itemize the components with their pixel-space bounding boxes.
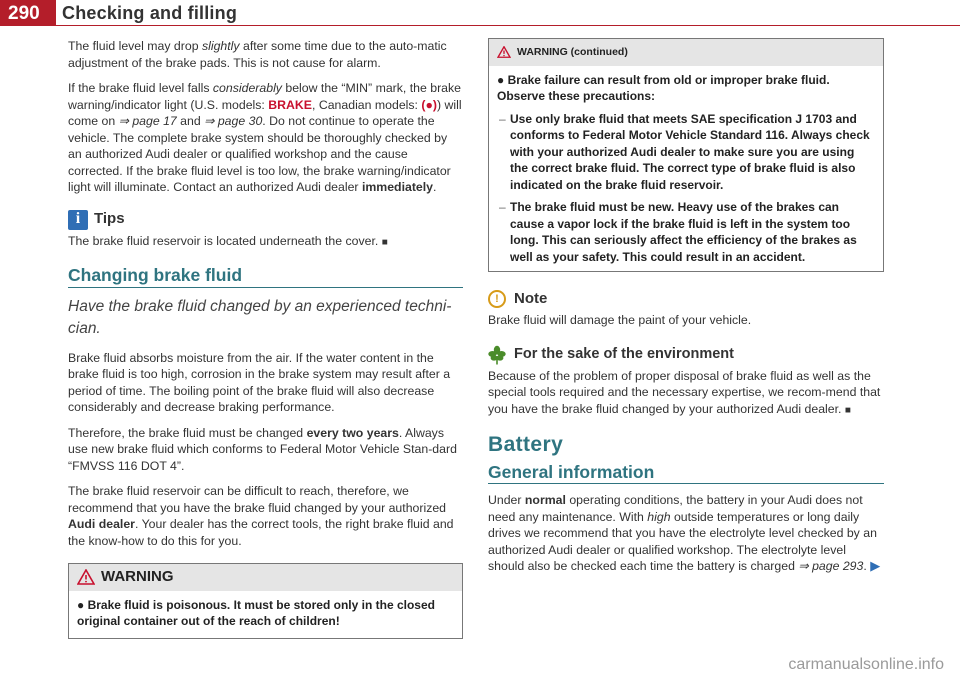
right-column [488,38,884,584]
note-text: Brake fluid will damage the paint of your vehicle. [488,313,752,327]
paragraph-moisture: Brake fluid absorbs moisture from the air. If the water content in the brake fluid is too high, corrosion in the brake system may result after a period of time. The boiling point of the brake fluid will also decrease considerably and decrease braking performance. [68,350,451,414]
subsection-title-general-information: General information [488,464,884,485]
warning-continued-body [489,66,883,272]
section-subtitle: Have the brake fluid changed by an experienced techni-cian. [68,297,452,337]
paragraph-fluid-drop: The fluid level may drop slightly after some time due to the auto-matic adjustment of the brake pads. This is not cause for alarm. [68,39,447,70]
watermark: carmanualsonline.info [788,656,944,673]
left-column [68,38,463,639]
environment-label: For the sake of the environment [514,346,734,363]
warning-continued-header [489,39,883,66]
brake-warning-icon: BRAKE [268,97,312,112]
warning-header [69,564,462,591]
page-number: 290 [8,3,40,24]
warning-dash-item: – The brake fluid must be new. Heavy use of the brakes can cause a vapor lock if the brake fluid is left in the system too long. This can seriously affect the efficiency of the brakes as well as your safety. This could result in an accident. [497,199,875,265]
warning-box [68,563,463,639]
warning-continued-title: WARNING (continued) [517,46,628,58]
tips-text: The brake fluid reservoir is located underneath the cover. ■ [68,233,388,248]
paragraph-fluid-level: If the brake fluid level falls considerably below the “MIN” mark, the brake warning/indicator light (U.S. models: BRAKE, Canadian models: (●)) will come on ⇒ page 17 and ⇒ page 30. Do not continue to operate the vehicle. The complete brake system should be thoroughly checked by an authorized Audi dealer or qualified workshop and the cause corrected. If the brake fluid level is too low, the brake warning/indicator light will illuminate. Contact an authorized Audi dealer immediately. [68,81,462,194]
note-heading [488,290,884,308]
end-mark-icon: ■ [381,236,388,248]
section-title-changing-brake-fluid: Changing brake fluid [68,267,463,288]
paragraph-change-interval: Therefore, the brake fluid must be changed every two years. Always use new brake fluid which conforms to Federal Motor Vehicle Stan-dard “FMVSS 116 DOT 4”. [68,425,457,473]
section-title-battery: Battery [488,433,564,456]
warning-title: WARNING [101,568,174,585]
warning-body [69,591,462,638]
tips-label: Tips [94,210,125,228]
paragraph-battery-maintenance: Under normal operating conditions, the battery in your Audi does not need any maintenance. With high outside temperatures or long daily drives we recommend that you have the electrolyte level checked by an authorized Audi dealer or qualified workshop. The electrolyte level should also be checked each time the battery is charged ⇒ page 293. ▶ [488,493,881,573]
environment-leaf-icon [488,345,506,365]
continue-arrow-icon: ▶ [870,558,881,573]
environment-text: Because of the problem of proper disposal of brake fluid as well as the special tools required and the necessary expertise, we recom-mend that you have the brake fluid changed by your authorized Audi dealer. ■ [488,368,881,416]
environment-heading [488,345,884,365]
page-ref-link[interactable]: ⇒ page 293 [798,559,864,573]
canada-brake-icon: (●) [421,97,437,112]
page-ref-link[interactable]: ⇒ page 30 [204,114,263,128]
paragraph-reservoir: The brake fluid reservoir can be difficult to reach, therefore, we recommend that you have the brake fluid changed by your authorized Audi dealer. Your dealer has the correct tools, the right brake fluid and the know-how to do this for you. [68,484,454,548]
note-label: Note [514,289,548,307]
page-ref-link[interactable]: ⇒ page 17 [118,114,177,128]
warning-continued-box [488,38,884,272]
tips-heading [68,210,463,230]
note-exclamation-icon: ! [488,290,506,308]
page-header-title: Checking and filling [62,3,238,23]
info-icon: i [68,210,88,230]
header-rule [56,25,960,26]
warning-triangle-icon [77,569,95,585]
warning-bullet: ● Brake failure can result from old or improper brake fluid. Observe these precautions: [497,72,830,103]
warning-dash-item: – Use only brake fluid that meets SAE specification J 1703 and conforms to Federal Motor Vehicle Standard 116. Always check with your authorized Audi dealer to make sure you are using the correct brake fluid. The correct type of brake fluid is also indicated on the brake fluid reservoir. [497,111,875,194]
warning-triangle-icon [497,46,511,58]
end-mark-icon: ■ [844,404,851,416]
warning-bullet: ● Brake fluid is poisonous. It must be stored only in the closed original container out of the reach of children! [77,597,435,628]
